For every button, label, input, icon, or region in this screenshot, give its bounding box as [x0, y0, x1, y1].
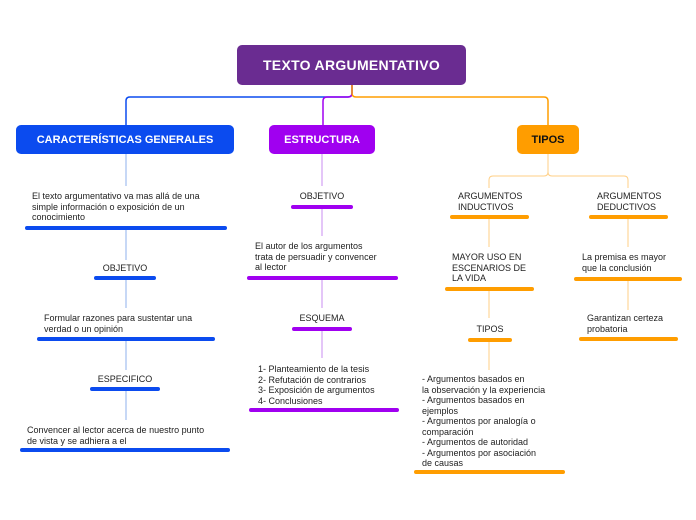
- orange-node-certeza[interactable]: Garantizan certeza probatoria: [587, 313, 664, 334]
- purple-node-esquema-list[interactable]: 1- Planteamiento de la tesis 2- Refutación de contrarios 3- Exposición de argumentos 4- Conclusiones: [258, 364, 375, 406]
- purple-node-esquema[interactable]: ESQUEMA: [299, 313, 345, 323]
- orange-node-underline: [450, 215, 529, 219]
- blue-node-formular[interactable]: Formular razones para sustentar una verdad o un opinión: [44, 313, 193, 334]
- orange-node-premisa[interactable]: La premisa es mayor que la conclusión: [582, 252, 667, 273]
- blue-node-objetivo[interactable]: OBJETIVO: [102, 263, 148, 273]
- orange-node-inductivos[interactable]: ARGUMENTOS INDUCTIVOS: [458, 191, 523, 212]
- category-estructura[interactable]: ESTRUCTURA: [269, 125, 375, 154]
- blue-node-underline: [37, 337, 215, 341]
- orange-node-underline: [414, 470, 565, 474]
- orange-node-lista-argumentos[interactable]: - Argumentos basados en la observación y la experiencia - Argumentos basados en ejemplos - Argumentos por analogía o comparación - Argumentos de autoridad - Argumentos por asociación de causas: [422, 374, 546, 468]
- blue-node-underline: [25, 226, 227, 230]
- purple-node-underline: [292, 327, 352, 331]
- purple-node-objetivo[interactable]: OBJETIVO: [299, 191, 345, 201]
- blue-node-underline: [90, 387, 160, 391]
- orange-node-underline: [468, 338, 512, 342]
- blue-node-underline: [94, 276, 156, 280]
- orange-node-underline: [579, 337, 678, 341]
- orange-node-deductivos[interactable]: ARGUMENTOS DEDUCTIVOS: [597, 191, 662, 212]
- category-tipos[interactable]: TIPOS: [517, 125, 579, 154]
- blue-node-especifico[interactable]: ESPECIFICO: [97, 374, 153, 384]
- orange-node-tipos[interactable]: TIPOS: [476, 324, 504, 334]
- blue-node-convencer[interactable]: Convencer al lector acerca de nuestro punto de vista y se adhiera a el: [27, 425, 205, 446]
- purple-node-underline: [249, 408, 399, 412]
- purple-node-autor[interactable]: El autor de los argumentos trata de persuadir y convencer al lector: [255, 241, 377, 272]
- purple-node-underline: [247, 276, 398, 280]
- blue-node-underline: [20, 448, 230, 452]
- orange-node-underline: [445, 287, 534, 291]
- orange-node-underline: [589, 215, 668, 219]
- root-node-title[interactable]: TEXTO ARGUMENTATIVO: [237, 45, 466, 85]
- purple-node-underline: [291, 205, 353, 209]
- category-caracteristicas-generales[interactable]: CARACTERÍSTICAS GENERALES: [16, 125, 234, 154]
- orange-node-underline: [574, 277, 682, 281]
- orange-node-mayor-uso[interactable]: MAYOR USO EN ESCENARIOS DE LA VIDA: [452, 252, 527, 283]
- blue-node-description[interactable]: El texto argumentativo va mas allá de una simple información o exposición de un conocimiento: [32, 191, 200, 222]
